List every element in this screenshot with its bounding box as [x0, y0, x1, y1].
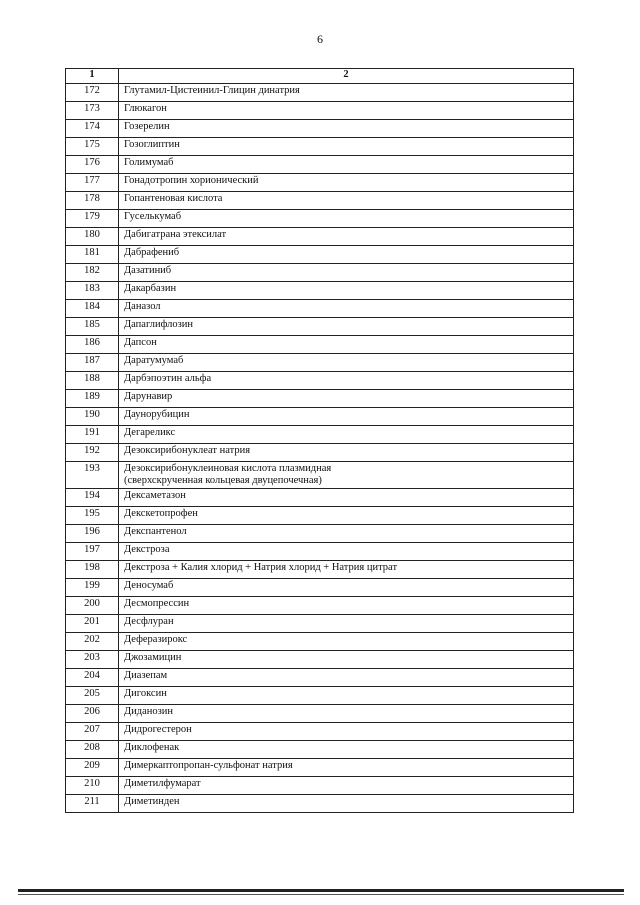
- drug-name-cell: [119, 390, 574, 408]
- drug-name-cell: [119, 525, 574, 543]
- drug-name: Голимумаб: [124, 157, 174, 168]
- table-row: [66, 723, 574, 741]
- table-row: [66, 615, 574, 633]
- table-row: [66, 390, 574, 408]
- table-row: [66, 120, 574, 138]
- drug-name-cell: [119, 372, 574, 390]
- drug-name-cell: [119, 615, 574, 633]
- drug-name-cell: [119, 228, 574, 246]
- table-row: [66, 84, 574, 102]
- table-row: [66, 795, 574, 813]
- row-number: 173: [66, 102, 119, 120]
- table-row: [66, 282, 574, 300]
- drug-name-cell: [119, 156, 574, 174]
- drug-name: Диметинден: [124, 796, 180, 808]
- drug-name-cell: [119, 408, 574, 426]
- drug-name: Даратумумаб: [124, 355, 184, 366]
- column-header-name: 2: [119, 69, 574, 84]
- row-number: 189: [66, 390, 119, 408]
- drug-name-continuation: (сверхскрученная кольцевая двуцепочечная): [124, 475, 322, 487]
- drug-name: Дезоксирибонуклеат натрия: [124, 445, 251, 456]
- drug-name-cell: [119, 192, 574, 210]
- table-row: [66, 741, 574, 759]
- drug-name: Диазепам: [124, 670, 168, 682]
- drug-name: Гозерелин: [124, 121, 170, 132]
- drug-name-cell: [119, 795, 574, 813]
- table-row: [66, 597, 574, 615]
- drug-name-cell: [119, 651, 574, 669]
- table-row: [66, 444, 574, 462]
- table-row: [66, 228, 574, 246]
- drug-name-cell: [119, 705, 574, 723]
- table-row: [66, 210, 574, 228]
- table-row: [66, 192, 574, 210]
- drug-name: Глюкагон: [124, 103, 167, 114]
- drug-name-cell: [119, 597, 574, 615]
- drug-name: Деферазирокс: [124, 634, 188, 646]
- drug-name: Дакарбазин: [124, 283, 177, 294]
- drug-name-cell: [119, 741, 574, 759]
- row-number: 208: [66, 741, 119, 759]
- row-number: 177: [66, 174, 119, 192]
- drug-name-cell: [119, 282, 574, 300]
- row-number: 200: [66, 597, 119, 615]
- drug-name: Гозоглиптин: [124, 139, 180, 150]
- row-number: 175: [66, 138, 119, 156]
- row-number: 179: [66, 210, 119, 228]
- row-number: 183: [66, 282, 119, 300]
- drug-name: Дапаглифлозин: [124, 319, 194, 330]
- row-number: 197: [66, 543, 119, 561]
- row-number: 195: [66, 507, 119, 525]
- table-row: [66, 777, 574, 795]
- table-row: [66, 561, 574, 579]
- drug-name: Дарбэпоэтин альфа: [124, 373, 212, 384]
- row-number: 198: [66, 561, 119, 579]
- row-number: 203: [66, 651, 119, 669]
- drug-name: Дабигатрана этексилат: [124, 229, 227, 240]
- drug-name-cell: [119, 84, 574, 102]
- table-row: [66, 687, 574, 705]
- drug-name: Джозамицин: [124, 652, 182, 664]
- drug-name: Декспантенол: [124, 526, 187, 538]
- bottom-rule: [18, 889, 624, 892]
- drug-name: Дарунавир: [124, 391, 173, 402]
- row-number: 204: [66, 669, 119, 687]
- drug-name: Дегареликс: [124, 427, 176, 438]
- drug-name-cell: [119, 444, 574, 462]
- drug-name: Декстроза + Калия хлорид + Натрия хлорид + Натрия цитрат: [124, 562, 398, 574]
- drug-name-cell: [119, 777, 574, 795]
- table-row: [66, 489, 574, 507]
- drug-name-cell: [119, 489, 574, 507]
- drug-name: Дезоксирибонуклеиновая кислота плазмидная: [124, 463, 332, 474]
- table-row: [66, 426, 574, 444]
- page-number: 6: [317, 32, 323, 46]
- drug-name: Димеркаптопропан-сульфонат натрия: [124, 760, 293, 772]
- row-number: 190: [66, 408, 119, 426]
- drug-name: Гуселькумаб: [124, 211, 182, 222]
- drug-name-cell: [119, 318, 574, 336]
- drug-name: Деносумаб: [124, 580, 174, 592]
- row-number: 196: [66, 525, 119, 543]
- drug-name: Дексаметазон: [124, 490, 186, 502]
- drug-name-cell: [119, 246, 574, 264]
- table-row: [66, 633, 574, 651]
- drug-name-cell: [119, 174, 574, 192]
- drug-name-cell: [119, 102, 574, 120]
- table-row: [66, 264, 574, 282]
- table-row: [66, 336, 574, 354]
- drug-name-cell: [119, 669, 574, 687]
- drug-list-table: [65, 68, 574, 813]
- table-row: [66, 174, 574, 192]
- drug-name: Диклофенак: [124, 742, 180, 754]
- row-number: 193: [66, 462, 119, 489]
- drug-name: Даунорубицин: [124, 409, 190, 420]
- row-number: 188: [66, 372, 119, 390]
- row-number: 194: [66, 489, 119, 507]
- drug-name-cell: [119, 633, 574, 651]
- drug-name: Глутамил-Цистеинил-Глицин динатрия: [124, 85, 300, 96]
- row-number: 201: [66, 615, 119, 633]
- drug-name-cell: [119, 723, 574, 741]
- row-number: 211: [66, 795, 119, 813]
- drug-name: Диданозин: [124, 706, 174, 718]
- table-row: [66, 705, 574, 723]
- row-number: 182: [66, 264, 119, 282]
- table-row: [66, 462, 574, 489]
- row-number: 206: [66, 705, 119, 723]
- bottom-rule-thin: [18, 894, 624, 895]
- table-row: [66, 759, 574, 777]
- drug-name: Декскетопрофен: [124, 508, 198, 520]
- row-number: 205: [66, 687, 119, 705]
- drug-name-cell: [119, 543, 574, 561]
- drug-name-cell: [119, 120, 574, 138]
- drug-name-cell: [119, 579, 574, 597]
- table-row: [66, 543, 574, 561]
- row-number: 178: [66, 192, 119, 210]
- drug-name: Дапсон: [124, 337, 157, 348]
- drug-name: Гопантеновая кислота: [124, 193, 223, 204]
- table-row: [66, 246, 574, 264]
- drug-name-cell: [119, 354, 574, 372]
- drug-name: Дидрогестерон: [124, 724, 192, 736]
- row-number: 191: [66, 426, 119, 444]
- row-number: 210: [66, 777, 119, 795]
- drug-name: Дазатиниб: [124, 265, 172, 276]
- row-number: 192: [66, 444, 119, 462]
- row-number: 185: [66, 318, 119, 336]
- table-row: [66, 156, 574, 174]
- drug-name: Гонадотропин хорионический: [124, 175, 259, 186]
- table-row: [66, 651, 574, 669]
- row-number: 186: [66, 336, 119, 354]
- table-row: [66, 669, 574, 687]
- row-number: 172: [66, 84, 119, 102]
- row-number: 181: [66, 246, 119, 264]
- drug-name: Дигоксин: [124, 688, 167, 700]
- table-row: [66, 372, 574, 390]
- drug-name: Дабрафениб: [124, 247, 180, 258]
- table-row: [66, 300, 574, 318]
- drug-name-cell: [119, 759, 574, 777]
- row-number: 199: [66, 579, 119, 597]
- drug-name-cell: [119, 507, 574, 525]
- table-row: [66, 354, 574, 372]
- drug-name: Декстроза: [124, 544, 170, 556]
- table-row: [66, 525, 574, 543]
- drug-name-cell: [119, 336, 574, 354]
- drug-name-cell: [119, 561, 574, 579]
- row-number: 209: [66, 759, 119, 777]
- drug-name-cell: [119, 300, 574, 318]
- row-number: 184: [66, 300, 119, 318]
- table-row: [66, 408, 574, 426]
- table-row: [66, 138, 574, 156]
- table-body: [66, 84, 574, 813]
- drug-name-cell: [119, 210, 574, 228]
- table-row: [66, 102, 574, 120]
- drug-name-cell: [119, 426, 574, 444]
- row-number: 176: [66, 156, 119, 174]
- drug-name-cell: [119, 264, 574, 282]
- drug-name: Десмопрессин: [124, 598, 190, 610]
- table-row: [66, 507, 574, 525]
- drug-name: Десфлуран: [124, 616, 174, 628]
- row-number: 174: [66, 120, 119, 138]
- row-number: 187: [66, 354, 119, 372]
- table-header-row: [66, 69, 574, 84]
- row-number: 202: [66, 633, 119, 651]
- drug-name: Диметилфумарат: [124, 778, 201, 790]
- row-number: 207: [66, 723, 119, 741]
- drug-name-cell: [119, 138, 574, 156]
- column-header-number: 1: [66, 69, 119, 84]
- drug-name: Даназол: [124, 301, 161, 312]
- drug-name-cell: [119, 462, 574, 489]
- row-number: 180: [66, 228, 119, 246]
- table-row: [66, 318, 574, 336]
- drug-name-cell: [119, 687, 574, 705]
- table-row: [66, 579, 574, 597]
